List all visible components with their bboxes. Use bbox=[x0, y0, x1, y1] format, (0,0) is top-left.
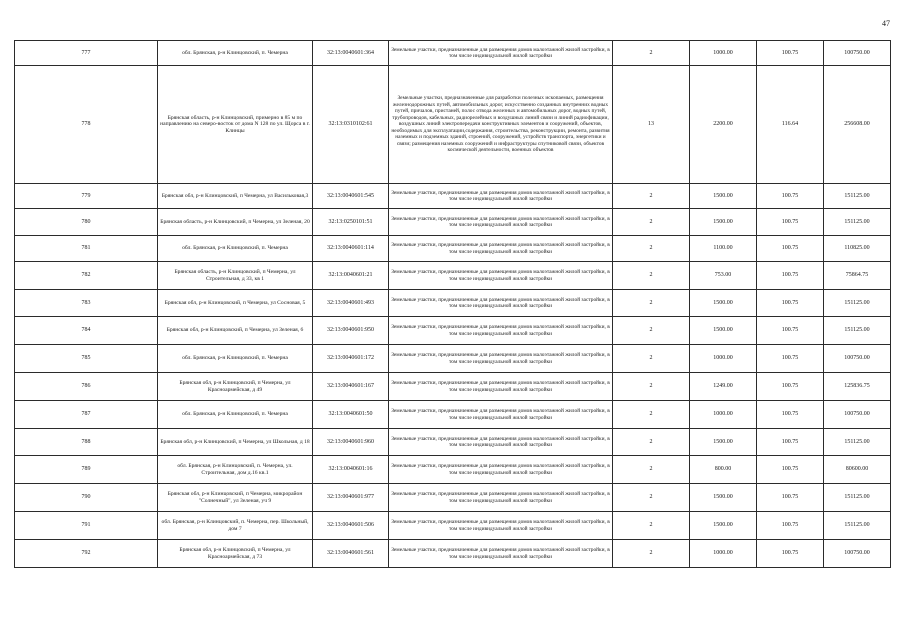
table-row bbox=[15, 290, 891, 317]
row-number-cell: 777 bbox=[15, 41, 158, 66]
row-number-cell: 787 bbox=[15, 401, 158, 429]
row-number-cell: 781 bbox=[15, 236, 158, 262]
specific-value-cell: 100.75 bbox=[757, 41, 824, 66]
address-cell: Брянская обл, р-н Клинцовский, п Чемерна, ул Красноармейская, д 73 bbox=[158, 540, 313, 568]
address-cell: Брянская область, р-н Клинцовский, п Чемерна, ул Зеленая, 20 bbox=[158, 209, 313, 236]
specific-value-cell: 100.75 bbox=[757, 540, 824, 568]
cadastral-value-cell: 151125.00 bbox=[824, 429, 891, 456]
group-cell: 2 bbox=[613, 456, 690, 484]
cadastral-value-cell: 125836.75 bbox=[824, 373, 891, 401]
group-cell: 2 bbox=[613, 484, 690, 512]
table-row bbox=[15, 401, 891, 429]
cadastral-number-cell: 32:13:0310102:61 bbox=[313, 66, 389, 184]
table-row bbox=[15, 41, 891, 66]
address-cell: обл. Брянская, р-н Клинцовский, п. Чемерна bbox=[158, 345, 313, 373]
group-cell: 2 bbox=[613, 512, 690, 540]
address-cell: Брянская обл, р-н Клинцовский, п Чемерна, ул Школьная, д 18 bbox=[158, 429, 313, 456]
table-row bbox=[15, 540, 891, 568]
specific-value-cell: 100.75 bbox=[757, 345, 824, 373]
row-number-cell: 785 bbox=[15, 345, 158, 373]
row-number-cell: 784 bbox=[15, 317, 158, 345]
row-number-cell: 782 bbox=[15, 262, 158, 290]
row-number-cell: 791 bbox=[15, 512, 158, 540]
group-cell: 2 bbox=[613, 209, 690, 236]
permitted-use-cell: Земельные участки, предназначенные для размещения домов малоэтажной жилой застройки, в том числе индивидуальной жилой застройки bbox=[389, 236, 613, 262]
cadastral-number-cell: 32:13:0040601:960 bbox=[313, 429, 389, 456]
area-cell: 1500.00 bbox=[690, 290, 757, 317]
table-row bbox=[15, 345, 891, 373]
cadastral-value-cell: 100750.00 bbox=[824, 41, 891, 66]
area-cell: 1500.00 bbox=[690, 429, 757, 456]
permitted-use-cell: Земельные участки, предназначенные для размещения домов малоэтажной жилой застройки, в том числе индивидуальной жилой застройки bbox=[389, 345, 613, 373]
specific-value-cell: 100.75 bbox=[757, 184, 824, 209]
permitted-use-cell: Земельные участки, предназначенные для размещения домов малоэтажной жилой застройки, в том числе индивидуальной жилой застройки bbox=[389, 540, 613, 568]
specific-value-cell: 100.75 bbox=[757, 512, 824, 540]
permitted-use-cell: Земельные участки, предназначенные для разработки полезных ископаемых, размещения железнодорожных путей, автомобильных дорог, искусственно созданных внутренних водных путей, причалов, пристаней, полос отвода железных и автомобильных дорог, водных путей, трубопроводов, кабельных, радиорелейных и воздушных линий связи и линий радиофикации, воздушных линий электропередачи конструктивных элементов и сооружений, объектов, необходимых для эксплуатации,содержания, строительства, реконструкции, ремонта, развития наземных и подземных зданий, строений, сооружений, устройств транспорта, энергетики и связи; размещения наземных сооружений и инфраструктуры спутниковой связи, объектов космической деятельности, военных объектов bbox=[389, 66, 613, 184]
cadastral-number-cell: 32:13:0040601:364 bbox=[313, 41, 389, 66]
group-cell: 13 bbox=[613, 66, 690, 184]
cadastral-number-cell: 32:13:0040601:506 bbox=[313, 512, 389, 540]
table-row bbox=[15, 429, 891, 456]
specific-value-cell: 116.64 bbox=[757, 66, 824, 184]
permitted-use-cell: Земельные участки, предназначенные для размещения домов малоэтажной жилой застройки, в том числе индивидуальной жилой застройки bbox=[389, 317, 613, 345]
group-cell: 2 bbox=[613, 184, 690, 209]
table-row bbox=[15, 184, 891, 209]
cadastral-number-cell: 32:13:0040601:50 bbox=[313, 401, 389, 429]
cadastral-value-cell: 151125.00 bbox=[824, 209, 891, 236]
group-cell: 2 bbox=[613, 262, 690, 290]
permitted-use-cell: Земельные участки, предназначенные для размещения домов малоэтажной жилой застройки, в том числе индивидуальной жилой застройки bbox=[389, 484, 613, 512]
table-row bbox=[15, 373, 891, 401]
area-cell: 2200.00 bbox=[690, 66, 757, 184]
permitted-use-cell: Земельные участки, предназначенные для размещения домов малоэтажной жилой застройки, в том числе индивидуальной жилой застройки bbox=[389, 512, 613, 540]
group-cell: 2 bbox=[613, 41, 690, 66]
area-cell: 1000.00 bbox=[690, 401, 757, 429]
cadastral-value-cell: 151125.00 bbox=[824, 184, 891, 209]
area-cell: 1500.00 bbox=[690, 317, 757, 345]
area-cell: 800.00 bbox=[690, 456, 757, 484]
group-cell: 2 bbox=[613, 236, 690, 262]
cadastral-number-cell: 32:13:0040601:21 bbox=[313, 262, 389, 290]
permitted-use-cell: Земельные участки, предназначенные для размещения домов малоэтажной жилой застройки, в том числе индивидуальной жилой застройки bbox=[389, 209, 613, 236]
table-body bbox=[15, 41, 891, 568]
cadastral-value-cell: 151125.00 bbox=[824, 512, 891, 540]
table-row bbox=[15, 512, 891, 540]
address-cell: обл. Брянская, р-н Клинцовский, п. Чемерна, ул. Строительная, дом д.16 кв.1 bbox=[158, 456, 313, 484]
address-cell: Брянская обл, р-н Клинцовский, п Чемерна, ул Зеленая, 6 bbox=[158, 317, 313, 345]
cadastral-value-cell: 151125.00 bbox=[824, 484, 891, 512]
area-cell: 1500.00 bbox=[690, 484, 757, 512]
specific-value-cell: 100.75 bbox=[757, 484, 824, 512]
table-row bbox=[15, 262, 891, 290]
row-number-cell: 789 bbox=[15, 456, 158, 484]
cadastral-number-cell: 32:13:0040601:561 bbox=[313, 540, 389, 568]
address-cell: Брянская область, р-н Клинцовский, п Чемерна, ул Строительная, д 33, кв 1 bbox=[158, 262, 313, 290]
specific-value-cell: 100.75 bbox=[757, 456, 824, 484]
cadastral-value-cell: 75864.75 bbox=[824, 262, 891, 290]
page-number: 47 bbox=[882, 19, 890, 28]
cadastral-value-cell: 100750.00 bbox=[824, 345, 891, 373]
area-cell: 753.00 bbox=[690, 262, 757, 290]
address-cell: обл. Брянская, р-н Клинцовский, п. Чемерна bbox=[158, 41, 313, 66]
specific-value-cell: 100.75 bbox=[757, 262, 824, 290]
address-cell: обл. Брянская, р-н Клинцовский, п. Чемерна, пер. Школьный, дом 7 bbox=[158, 512, 313, 540]
cadastral-number-cell: 32:13:0040601:172 bbox=[313, 345, 389, 373]
area-cell: 1500.00 bbox=[690, 184, 757, 209]
group-cell: 2 bbox=[613, 401, 690, 429]
permitted-use-cell: Земельные участки, предназначенные для размещения домов малоэтажной жилой застройки, в том числе индивидуальной жилой застройки bbox=[389, 184, 613, 209]
cadastral-value-cell: 100750.00 bbox=[824, 540, 891, 568]
specific-value-cell: 100.75 bbox=[757, 429, 824, 456]
area-cell: 1100.00 bbox=[690, 236, 757, 262]
table-row bbox=[15, 484, 891, 512]
area-cell: 1000.00 bbox=[690, 345, 757, 373]
land-plots-table bbox=[14, 40, 891, 568]
group-cell: 2 bbox=[613, 540, 690, 568]
row-number-cell: 779 bbox=[15, 184, 158, 209]
area-cell: 1000.00 bbox=[690, 540, 757, 568]
cadastral-value-cell: 110825.00 bbox=[824, 236, 891, 262]
address-cell: Брянская обл, р-н Клинцовский, п Чемерна, ул Красноармейская, д 49 bbox=[158, 373, 313, 401]
permitted-use-cell: Земельные участки, предназначенные для размещения домов малоэтажной жилой застройки, в том числе индивидуальной жилой застройки bbox=[389, 41, 613, 66]
cadastral-value-cell: 151125.00 bbox=[824, 290, 891, 317]
permitted-use-cell: Земельные участки, предназначенные для размещения домов малоэтажной жилой застройки, в том числе индивидуальной жилой застройки bbox=[389, 373, 613, 401]
area-cell: 1500.00 bbox=[690, 209, 757, 236]
row-number-cell: 780 bbox=[15, 209, 158, 236]
specific-value-cell: 100.75 bbox=[757, 236, 824, 262]
table-row bbox=[15, 209, 891, 236]
table-row bbox=[15, 66, 891, 184]
area-cell: 1249.00 bbox=[690, 373, 757, 401]
permitted-use-cell: Земельные участки, предназначенные для размещения домов малоэтажной жилой застройки, в том числе индивидуальной жилой застройки bbox=[389, 401, 613, 429]
specific-value-cell: 100.75 bbox=[757, 373, 824, 401]
group-cell: 2 bbox=[613, 429, 690, 456]
group-cell: 2 bbox=[613, 345, 690, 373]
permitted-use-cell: Земельные участки, предназначенные для размещения домов малоэтажной жилой застройки, в том числе индивидуальной жилой застройки bbox=[389, 456, 613, 484]
address-cell: обл. Брянская, р-н Клинцовский, п. Чемерна bbox=[158, 401, 313, 429]
cadastral-value-cell: 100750.00 bbox=[824, 401, 891, 429]
cadastral-value-cell: 151125.00 bbox=[824, 317, 891, 345]
address-cell: Брянская обл, р-н Клинцовский, п Чемерна, ул Сосновая, 5 bbox=[158, 290, 313, 317]
cadastral-value-cell: 80600.00 bbox=[824, 456, 891, 484]
cadastral-number-cell: 32:13:0040601:114 bbox=[313, 236, 389, 262]
permitted-use-cell: Земельные участки, предназначенные для размещения домов малоэтажной жилой застройки, в том числе индивидуальной жилой застройки bbox=[389, 262, 613, 290]
permitted-use-cell: Земельные участки, предназначенные для размещения домов малоэтажной жилой застройки, в том числе индивидуальной жилой застройки bbox=[389, 290, 613, 317]
specific-value-cell: 100.75 bbox=[757, 317, 824, 345]
area-cell: 1500.00 bbox=[690, 512, 757, 540]
row-number-cell: 778 bbox=[15, 66, 158, 184]
cadastral-number-cell: 32:13:0040601:950 bbox=[313, 317, 389, 345]
table-row bbox=[15, 456, 891, 484]
address-cell: Брянская обл, р-н Клинцовский, п Чемерна, ул Васильковая,3 bbox=[158, 184, 313, 209]
group-cell: 2 bbox=[613, 317, 690, 345]
address-cell: Брянская область, р-н Клинцовский, примерно в 85 м по направлению на северо-восток от дома N 128 по ул. Щорса в г. Клинцы bbox=[158, 66, 313, 184]
cadastral-number-cell: 32:13:0250101:51 bbox=[313, 209, 389, 236]
cadastral-value-cell: 256608.00 bbox=[824, 66, 891, 184]
row-number-cell: 792 bbox=[15, 540, 158, 568]
row-number-cell: 786 bbox=[15, 373, 158, 401]
cadastral-number-cell: 32:13:0040601:167 bbox=[313, 373, 389, 401]
cadastral-number-cell: 32:13:0040601:16 bbox=[313, 456, 389, 484]
group-cell: 2 bbox=[613, 290, 690, 317]
area-cell: 1000.00 bbox=[690, 41, 757, 66]
table-row bbox=[15, 236, 891, 262]
address-cell: обл. Брянская, р-н Клинцовский, п. Чемерна bbox=[158, 236, 313, 262]
row-number-cell: 790 bbox=[15, 484, 158, 512]
specific-value-cell: 100.75 bbox=[757, 209, 824, 236]
cadastral-number-cell: 32:13:0040601:977 bbox=[313, 484, 389, 512]
row-number-cell: 783 bbox=[15, 290, 158, 317]
cadastral-number-cell: 32:13:0040601:545 bbox=[313, 184, 389, 209]
row-number-cell: 788 bbox=[15, 429, 158, 456]
cadastral-number-cell: 32:13:0040601:493 bbox=[313, 290, 389, 317]
specific-value-cell: 100.75 bbox=[757, 401, 824, 429]
permitted-use-cell: Земельные участки, предназначенные для размещения домов малоэтажной жилой застройки, в том числе индивидуальной жилой застройки bbox=[389, 429, 613, 456]
address-cell: Брянская обл, р-н Клинцовский, п Чемерна, микрорайон "Солнечный", ул Зеленая, уч 9 bbox=[158, 484, 313, 512]
specific-value-cell: 100.75 bbox=[757, 290, 824, 317]
table-row bbox=[15, 317, 891, 345]
group-cell: 2 bbox=[613, 373, 690, 401]
